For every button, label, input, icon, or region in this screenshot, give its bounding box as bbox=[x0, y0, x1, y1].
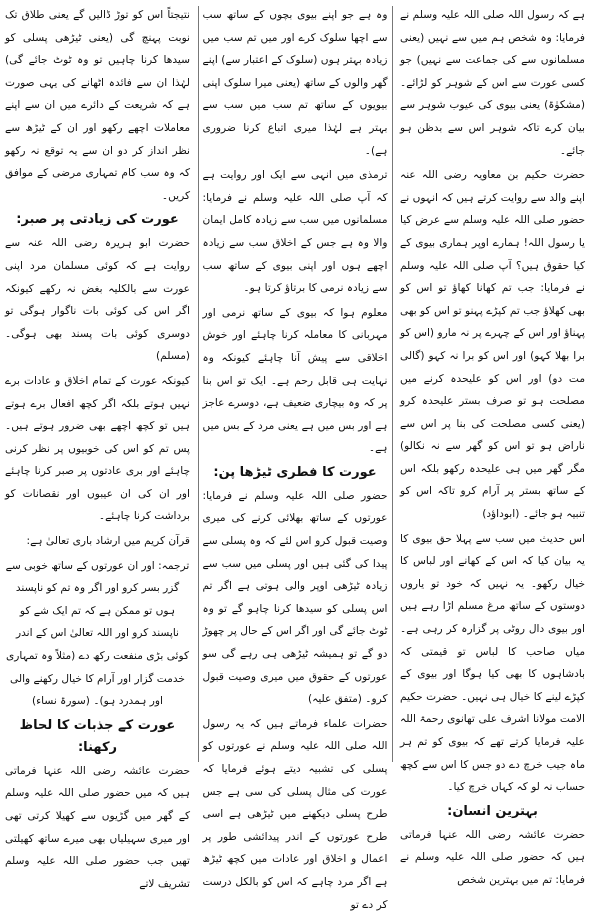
column-divider bbox=[392, 6, 393, 762]
section-heading: عورت کی زیادتی پر صبر: bbox=[16, 212, 179, 228]
paragraph: نتیجتاً اس کو توڑ ڈالیں گے یعنی طلاق تک نوبت پہنچ گی (یعنی ٹیڑھی پسلی کو سیدھا کرنا چاہیں تو وہ ٹوٹ جائے گی) لہٰذا ان سے فائدہ اٹھانے کی یہی صورت ہے کہ شریعت کے دائرے میں ان سے اپنے معاملات اچھے رکھو اور ان کے ٹیڑھ سے نظر انداز کر دو ان سے یہ توقع نہ رکھو کہ وہ سب کام تمہاری مرضی کے موافق کریں۔ bbox=[5, 9, 190, 202]
paragraph: قرآن کریم میں ارشاد باری تعالیٰ ہے: bbox=[26, 535, 190, 548]
quran-verse-translation: ترجمہ: اور ان عورتوں کے ساتھ خوبی سے گزر بسر کرو اور اگر وہ تم کو ناپسند ہوں تو ممکن ہے کہ تم ایک شے کو ناپسند کرو اور اللہ تعالیٰ اس کے اندر کوئی بڑی منفعت رکھ دے (مثلاً وہ تمہاری خدمت گزار اور آرام کا خیال رکھنے والی اور ہمدرد ہو)۔ (سورۃ نساء) bbox=[5, 559, 190, 708]
text-column-middle bbox=[202, 4, 388, 911]
paragraph: حضرت عائشہ رضی اللہ عنہا فرماتی ہیں کہ حضور صلی اللہ علیہ وسلم نے فرمایا: تم میں بہترین شخص bbox=[400, 828, 585, 886]
paragraph: حضرت ابو ہریرہ رضی اللہ عنہ سے روایت ہے کہ کوئی مسلمان مرد اپنی عورت سے بالکلیہ بغض نہ رکھے کیونکہ اگر اس کی کوئی بات ناگوار ہوگی تو دوسری کوئی بات پسند بھی ہوگی۔ (مسلم) bbox=[5, 237, 190, 363]
paragraph: ترمذی میں انہی سے ایک اور روایت ہے کہ آپ صلی اللہ علیہ وسلم نے فرمایا: مسلمانوں میں سب سے زیادہ کامل ایمان والا وہ ہے جس کے اخلاق سب سے زیادہ اچھے ہوں اور اپنی بیوی کے ساتھ سب سے زیادہ نرمی کا برتاؤ کرتا ہو۔ bbox=[202, 169, 388, 295]
paragraph: حضرت حکیم بن معاویہ رضی اللہ عنہ اپنے والد سے روایت کرتے ہیں کہ انہوں نے حضور صلی اللہ علیہ وسلم سے عرض کیا یا رسول اللہ! ہمارے اوپر ہماری بیوی کے کیا حقوق ہیں؟ آپ صلی اللہ علیہ وسلم نے فرمایا: جب تم کھانا کھاؤ تو اس کو بھی کھلاؤ جب تم کپڑے پہنو تو اس کو بھی پہناؤ اور اس کے چہرے پر نہ مارو (اس کو برا بھلا کہو) اور اس کو برا نہ کہو (گالی مت دو) اور اس کو علیحدہ کرنے میں مصلحت ہو تو صرف بستر علیحدہ کرو (یعنی کسی مصلحت کی بنا پر اس سے ناراض ہو تو اس کو گھر سے نہ نکالو) مگر گھر میں ہی علیحدہ رکھو بلکہ اس کے ساتھ بستر پر آرام کرو تاکہ اس کو تنبیہ ہو جائے۔ (ابوداؤد) bbox=[400, 169, 585, 521]
section-heading: عورت کے جذبات کا لحاظ رکھنا: bbox=[19, 717, 176, 755]
text-column-right bbox=[400, 4, 585, 886]
paragraph: حضرت عائشہ رضی اللہ عنہا فرماتی ہیں کہ میں حضور صلی اللہ علیہ وسلم کے گھر میں گڑیوں سے کھیلا کرتی تھی اور میری سہیلیاں بھی میرے ساتھ کھیلتی تھیں جب حضور صلی اللہ علیہ وسلم تشریف لاتے bbox=[5, 764, 190, 890]
paragraph: کیونکہ عورت کے تمام اخلاق و عادات برے نہیں ہوتے بلکہ اگر کچھ افعال برے ہوتے ہیں تو کچھ اچھے بھی ضرور ہوتے ہیں۔ پس تم کو اس کی خوبیوں پر نظر کرنی چاہئے اور بری عادتوں پر صبر کرنا چاہئے اور ان کی ان عیبوں اور نقصانات کو برداشت کرنا چاہئے۔ bbox=[5, 374, 190, 523]
paragraph: اس حدیث میں سب سے پہلا حق بیوی کا یہ بیان کیا کہ اس کے کھانے اور لباس کا خیال رکھو۔ یہ نہیں کہ خود تو یاروں دوستوں کے ساتھ مرغ مسلم اڑا رہے ہیں اور بیوی دال روٹی پر گزارہ کر رہی ہے۔ میاں صاحب کا لباس تو قیمتی کہ بادشاہوں کا بھی کیا ہوگا اور بیوی کے کپڑے لینے کا خیال ہی نہیں۔ حضرت حکیم الامت مولانا اشرف علی تھانوی رحمۃ اللہ علیہ فرمایا کرتے تھے کہ بیوی کو تم ہر ماہ جیب خرچ دے دو جس کا اس سے کچھ حساب نہ لو کہ کہاں خرچ کیا۔ bbox=[400, 532, 585, 794]
text-column-left bbox=[5, 4, 190, 890]
paragraph: ہے کہ رسول اللہ صلی اللہ علیہ وسلم نے فرمایا: وہ شخص ہم میں سے نہیں (یعنی مسلمانوں سے کی جماعت سے نہیں) جو کسی عورت سے اس کے شوہر کو لڑائے۔ (مشکوٰۃ) یعنی بیوی کی عیوب شوہر سے بیان کرے تاکہ شوہر اس سے بدظن ہو جائے۔ bbox=[400, 9, 585, 157]
paragraph: وہ ہے جو اپنے بیوی بچوں کے ساتھ سب سے اچھا سلوک کرے اور میں تم سب میں زیادہ بہتر ہوں (سلوک کے اعتبار سے) اپنے گھر والوں کے ساتھ (یعنی میرا سلوک اپنی بیویوں کے ساتھ تم سب میں سب سے بہتر ہے لہٰذا میری اتباع کرنا ضروری ہے)۔ bbox=[202, 9, 388, 157]
section-heading: بہترین انسان: bbox=[447, 803, 538, 819]
section-heading: عورت کا فطری ٹیڑھا پن: bbox=[213, 464, 377, 480]
paragraph: حضور صلی اللہ علیہ وسلم نے فرمایا: عورتوں کے ساتھ بھلائی کرنے کی میری وصیت قبول کرو اس لئے کہ وہ پسلی سے پیدا کی گئی ہیں اور پسلی میں سب سے زیادہ ٹیڑھی اوپر والی ہوتی ہے اگر تم اس پسلی کو سیدھا کرنا چاہو گے تو وہ ٹوٹ جائے گی اور اگر اس کے حال پر چھوڑ دو گے تو ہمیشہ ٹیڑھی ہی رہے گی سو عورتوں کے حقوق میں میری وصیت قبول کرو۔ (متفق علیہ) bbox=[202, 489, 388, 706]
column-divider bbox=[198, 6, 199, 762]
paragraph: معلوم ہوا کہ بیوی کے ساتھ نرمی اور مہربانی کا معاملہ کرنا چاہئے اور خوش اخلاقی سے پیش آنا چاہئے کیونکہ وہ نہایت ہی قابل رحم ہے۔ ایک تو اس بنا پر کہ وہ بیچاری ضعیف ہے، دوسرے عاجز ہے اور بس میں ہے یعنی مرد کے بس میں ہے۔ bbox=[202, 306, 388, 455]
paragraph: حضرات علماء فرماتے ہیں کہ یہ رسول اللہ صلی اللہ علیہ وسلم نے عورتوں کو پسلی کی تشبیہ دیتے ہوئے فرمایا کہ عورت کی مثال پسلی کی سی ہے جس طرح پسلی دیکھنے میں ٹیڑھی ہے اسی طرح عورتوں کے اندر پیدائشی طور پر اعمال و اخلاق اور عادات میں کچھ ٹیڑھ ہے اگر مرد چاہے کہ اس کو بالکل درست کر دے تو bbox=[202, 717, 388, 911]
